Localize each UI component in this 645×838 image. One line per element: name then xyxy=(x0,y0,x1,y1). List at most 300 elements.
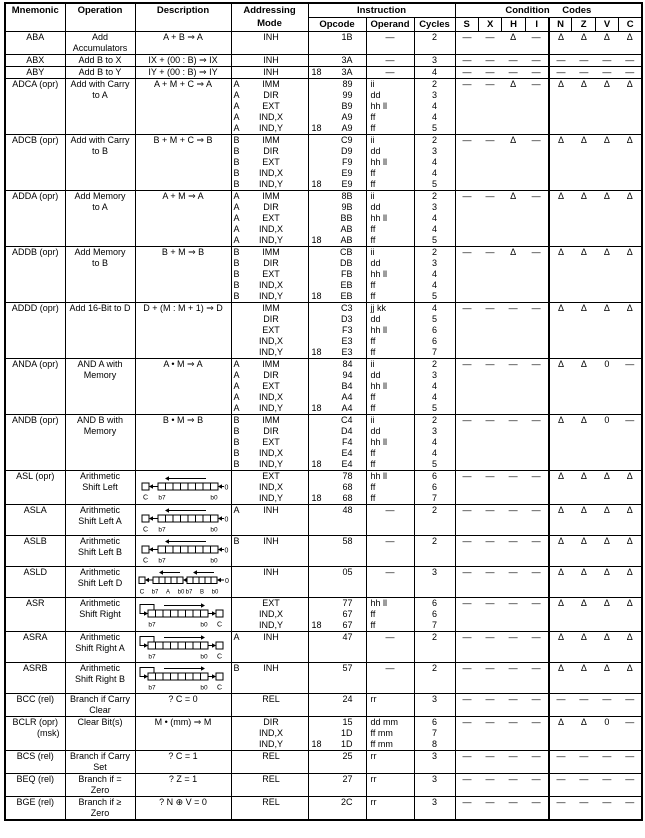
operand-value: dd xyxy=(370,426,381,436)
operation-text: AND B with xyxy=(76,415,123,425)
mode-name: REL xyxy=(262,751,280,761)
opcode-value: 8B xyxy=(341,191,353,201)
operation-text: Branch if ≥ xyxy=(78,797,122,807)
boolean-expression: A • M ⇒ A xyxy=(163,359,203,369)
cc-symbols xyxy=(456,536,548,547)
addressing-mode-cell xyxy=(231,632,308,663)
col-header-cycles: Cycles xyxy=(414,18,455,32)
mode-name: IND,X xyxy=(258,224,283,234)
mnemonic-text: ADDD (opr) xyxy=(11,303,59,313)
cc-symbol: — xyxy=(485,717,495,727)
mode-name: IND,Y xyxy=(258,739,283,749)
cc-symbol: Δ xyxy=(603,505,610,515)
cc-symbol: — xyxy=(462,797,472,807)
opcode-cell xyxy=(308,79,366,135)
cc-sxhi-cell xyxy=(455,797,549,821)
cc-symbol: — xyxy=(556,774,566,784)
table-row xyxy=(5,663,642,694)
cc-symbol: — xyxy=(462,79,472,89)
cc-symbols xyxy=(550,415,642,426)
opcode-cell xyxy=(308,415,366,471)
mnemonic-cell xyxy=(5,415,65,471)
opcode-value: C9 xyxy=(340,135,353,145)
cc-nzvc-cell xyxy=(549,598,643,632)
cycles-value: 4 xyxy=(432,213,438,223)
mode-name: IND,Y xyxy=(258,493,283,503)
opcode-line xyxy=(309,179,366,190)
cc-symbols xyxy=(456,751,548,762)
addressing-mode-cell xyxy=(231,774,308,797)
accumulator-prefix xyxy=(232,567,245,578)
cc-symbol: — xyxy=(485,505,495,515)
mnemonic-cell xyxy=(5,359,65,415)
accumulator-prefix: A xyxy=(233,403,240,413)
addressing-mode-line xyxy=(232,55,308,66)
addressing-mode-line xyxy=(232,67,308,78)
table-row xyxy=(5,303,642,359)
svg-text:b7: b7 xyxy=(185,589,193,596)
prebyte: 18 xyxy=(311,123,322,133)
prebyte xyxy=(309,202,330,213)
operand-cell xyxy=(366,567,414,598)
operand-value: dd xyxy=(370,146,381,156)
boolean-expression: B + M ⇒ B xyxy=(161,247,205,257)
operation-text: Add Memory xyxy=(74,191,126,201)
opcode-value: A9 xyxy=(341,123,353,133)
cc-symbol: — xyxy=(602,797,612,807)
operation-cell xyxy=(65,751,135,774)
opcode-value: 25 xyxy=(342,751,353,761)
accumulator-prefix: A xyxy=(233,392,240,402)
mode-name: IND,Y xyxy=(258,179,283,189)
operation-text: Arithmetic xyxy=(79,567,120,577)
cc-symbol: Δ xyxy=(603,79,610,89)
cc-sxhi-cell xyxy=(455,774,549,797)
addressing-mode-cell xyxy=(231,359,308,415)
cc-symbol: — xyxy=(625,359,635,369)
operand-value: ff xyxy=(370,482,376,492)
cycles-cell xyxy=(414,751,455,774)
opcode-value: 27 xyxy=(342,774,353,784)
cycles-value: 3 xyxy=(432,797,438,807)
mode-name: IMM xyxy=(262,359,280,369)
opcode-value: 58 xyxy=(342,536,353,546)
cycles-value: 5 xyxy=(432,314,438,324)
cc-symbol: — xyxy=(579,774,589,784)
svg-text:0: 0 xyxy=(224,516,229,524)
accumulator-prefix xyxy=(232,751,245,762)
cycles-cell xyxy=(414,505,455,536)
prebyte xyxy=(309,79,330,90)
cc-symbols xyxy=(550,247,642,258)
cc-symbol: — xyxy=(625,55,635,65)
mnemonic-cell xyxy=(5,247,65,303)
cc-symbol: — xyxy=(531,135,541,145)
svg-text:b7: b7 xyxy=(151,589,159,596)
cc-symbol: Δ xyxy=(558,567,565,577)
svg-text:b0: b0 xyxy=(200,684,208,692)
cycles-value: 2 xyxy=(432,79,438,89)
cc-symbol: Δ xyxy=(626,32,633,42)
cc-symbol: Δ xyxy=(580,567,587,577)
svg-text:C: C xyxy=(139,588,145,596)
cycles-value: 2 xyxy=(432,663,438,673)
prebyte xyxy=(309,448,330,459)
table-row xyxy=(5,797,642,821)
cc-symbol: Δ xyxy=(558,505,565,515)
cc-symbol: — xyxy=(531,303,541,313)
operation-text: Zero xyxy=(90,785,110,795)
addressing-mode-line xyxy=(232,336,308,347)
addressing-mode-line xyxy=(232,269,308,280)
svg-text:b0: b0 xyxy=(210,557,218,565)
accumulator-prefix: B xyxy=(233,415,240,425)
opcode-line xyxy=(309,598,366,609)
operation-text: Zero xyxy=(90,808,110,818)
opcode-line xyxy=(309,55,366,66)
cycles-value: 3 xyxy=(432,774,438,784)
cycles-value: 4 xyxy=(432,269,438,279)
cc-nzvc-cell xyxy=(549,303,643,359)
addressing-mode-cell xyxy=(231,55,308,67)
cc-symbol: Δ xyxy=(558,471,565,481)
accumulator-prefix: A xyxy=(233,202,240,212)
operation-cell xyxy=(65,191,135,247)
col-header-cc-z: Z xyxy=(572,18,595,32)
cc-symbol: — xyxy=(462,135,472,145)
col-header-cc-s: S xyxy=(455,18,478,32)
accumulator-prefix: B xyxy=(233,426,240,436)
mode-name: INH xyxy=(263,32,279,42)
cc-symbol: Δ xyxy=(626,598,633,608)
addressing-mode-cell xyxy=(231,694,308,717)
prebyte xyxy=(309,157,330,168)
mnemonic-cell xyxy=(5,751,65,774)
table-row xyxy=(5,135,642,191)
cc-symbol: — xyxy=(462,191,472,201)
accumulator-prefix: B xyxy=(233,448,240,458)
table-row xyxy=(5,717,642,751)
opcode-line xyxy=(309,370,366,381)
prebyte xyxy=(309,168,330,179)
mnemonic-text: ADDA (opr) xyxy=(12,191,59,201)
opcode-value: A4 xyxy=(341,392,353,402)
mnemonic-text: BEQ (rel) xyxy=(16,774,54,784)
opcode-line xyxy=(309,567,366,578)
cc-symbol: — xyxy=(531,79,541,89)
cc-symbol: — xyxy=(462,632,472,642)
prebyte xyxy=(309,415,330,426)
description-cell xyxy=(135,694,231,717)
opcode-value: AB xyxy=(340,224,353,234)
mnemonic-text: ANDA (opr) xyxy=(12,359,59,369)
opcode-line xyxy=(309,168,366,179)
addressing-mode-line xyxy=(232,609,308,620)
accumulator-prefix: A xyxy=(233,632,240,642)
prebyte xyxy=(309,90,330,101)
table-row xyxy=(5,32,642,55)
cc-symbol: — xyxy=(485,536,495,546)
operand-value: dd xyxy=(370,314,381,324)
svg-text:0: 0 xyxy=(224,547,229,555)
cc-symbol: — xyxy=(485,774,495,784)
addressing-mode-cell xyxy=(231,663,308,694)
cc-symbols xyxy=(456,135,548,146)
opcode-value: EB xyxy=(340,291,353,301)
addressing-mode-line xyxy=(232,258,308,269)
cc-symbol: — xyxy=(462,598,472,608)
cc-symbol: — xyxy=(531,67,541,77)
boolean-expression: ? Z = 1 xyxy=(168,774,198,784)
opcode-line xyxy=(309,471,366,482)
mnemonic-cell xyxy=(5,567,65,598)
accumulator-prefix xyxy=(232,482,245,493)
mnemonic-cell xyxy=(5,191,65,247)
cc-symbol: Δ xyxy=(510,191,517,201)
col-header-cc-n: N xyxy=(549,18,572,32)
cc-symbol: — xyxy=(462,303,472,313)
cc-symbols xyxy=(456,359,548,370)
cc-symbol: Δ xyxy=(580,632,587,642)
shift-left-diagram xyxy=(136,474,230,503)
cc-symbols xyxy=(550,567,642,578)
mode-name: IMM xyxy=(262,135,280,145)
operand-cell xyxy=(366,191,414,247)
cc-symbols xyxy=(550,135,642,146)
operation-text: Clear Bit(s) xyxy=(77,717,123,727)
shift-right-diagram xyxy=(136,601,230,630)
cc-symbol: Δ xyxy=(558,717,565,727)
cc-symbols xyxy=(550,32,642,43)
cc-symbol: 0 xyxy=(604,717,610,727)
cc-symbol: — xyxy=(462,567,472,577)
cycles-value: 3 xyxy=(432,751,438,761)
cc-symbols xyxy=(456,55,548,66)
mnemonic-cell xyxy=(5,536,65,567)
cc-symbol: Δ xyxy=(580,303,587,313)
svg-text:b0: b0 xyxy=(177,589,185,596)
opcode-line xyxy=(309,359,366,370)
prebyte: 18 xyxy=(311,291,322,301)
cc-symbol: — xyxy=(625,751,635,761)
opcode-value: D3 xyxy=(340,314,353,324)
cycles-value: 3 xyxy=(432,567,438,577)
operation-cell xyxy=(65,797,135,821)
cc-symbol: Δ xyxy=(580,135,587,145)
cc-symbol: — xyxy=(579,751,589,761)
opcode-line xyxy=(309,191,366,202)
opcode-line xyxy=(309,213,366,224)
cc-nzvc-cell xyxy=(549,79,643,135)
mode-name: DIR xyxy=(263,258,279,268)
cc-symbol: — xyxy=(485,632,495,642)
opcode-line xyxy=(309,32,366,43)
mode-name: IND,Y xyxy=(258,235,283,245)
cc-sxhi-cell xyxy=(455,694,549,717)
prebyte xyxy=(309,258,330,269)
accumulator-prefix xyxy=(232,620,245,631)
prebyte: 18 xyxy=(311,347,322,357)
operation-text: Arithmetic xyxy=(79,471,120,481)
addressing-mode-cell xyxy=(231,303,308,359)
operand-value: rr xyxy=(370,797,377,807)
opcode-value: 94 xyxy=(342,370,353,380)
svg-text:b7: b7 xyxy=(148,621,156,628)
cycles-value: 4 xyxy=(432,112,438,122)
addressing-mode-line xyxy=(232,536,308,547)
opcode-value: 1D xyxy=(340,739,353,749)
table-row xyxy=(5,67,642,79)
cc-symbol: — xyxy=(462,717,472,727)
opcode-line xyxy=(309,101,366,112)
mode-name: IND,Y xyxy=(258,403,283,413)
addressing-mode-cell xyxy=(231,717,308,751)
svg-text:b7: b7 xyxy=(148,653,156,661)
operand-value: ii xyxy=(370,247,375,257)
description-cell xyxy=(135,774,231,797)
addressing-mode-cell xyxy=(231,751,308,774)
cc-symbol: Δ xyxy=(580,32,587,42)
addressing-mode-line xyxy=(232,774,308,785)
cc-symbol: — xyxy=(531,505,541,515)
cc-symbols xyxy=(456,717,548,728)
cc-symbol: Δ xyxy=(558,79,565,89)
boolean-expression: IX + (00 : B) ⇒ IX xyxy=(148,55,218,65)
table-row xyxy=(5,247,642,303)
addressing-mode-line xyxy=(232,663,308,674)
cc-symbol: Δ xyxy=(580,191,587,201)
operand-cell xyxy=(366,751,414,774)
mnemonic-text: BGE (rel) xyxy=(16,797,54,807)
opcode-value: E3 xyxy=(341,336,353,346)
cc-symbols xyxy=(456,67,548,78)
opcode-value: E4 xyxy=(341,459,353,469)
operand-value: hh ll xyxy=(370,598,388,608)
prebyte xyxy=(309,437,330,448)
cc-symbol: Δ xyxy=(603,303,610,313)
operation-text: Add Memory xyxy=(74,247,126,257)
addressing-mode-cell xyxy=(231,32,308,55)
mode-name: INH xyxy=(263,505,279,515)
operation-text: Set xyxy=(93,762,107,772)
cc-symbol: — xyxy=(625,717,635,727)
cc-symbol: — xyxy=(485,663,495,673)
opcode-line xyxy=(309,347,366,358)
cc-sxhi-cell xyxy=(455,536,549,567)
opcode-line xyxy=(309,381,366,392)
cc-symbol: — xyxy=(485,55,495,65)
addressing-mode-line xyxy=(232,90,308,101)
cc-symbol: Δ xyxy=(558,191,565,201)
accumulator-prefix: B xyxy=(233,258,240,268)
cc-symbol: — xyxy=(579,55,589,65)
mode-name: IND,X xyxy=(258,112,283,122)
operand-value: — xyxy=(385,567,395,577)
opcode-value: 68 xyxy=(342,493,353,503)
addressing-mode-cell xyxy=(231,505,308,536)
cc-symbol: Δ xyxy=(603,471,610,481)
cc-nzvc-cell xyxy=(549,717,643,751)
cycles-value: 2 xyxy=(432,32,438,42)
operation-text: Branch if = xyxy=(78,774,122,784)
prebyte xyxy=(309,663,330,674)
cc-symbol: — xyxy=(602,55,612,65)
opcode-line xyxy=(309,303,366,314)
prebyte xyxy=(309,135,330,146)
svg-text:B: B xyxy=(199,589,205,596)
mnemonic-text: ADDB (opr) xyxy=(11,247,59,257)
mode-name: DIR xyxy=(263,717,279,727)
cc-symbol: — xyxy=(531,567,541,577)
cc-symbol: Δ xyxy=(603,536,610,546)
mode-name: IMM xyxy=(262,79,280,89)
table-row xyxy=(5,359,642,415)
addressing-mode-line xyxy=(232,426,308,437)
cc-symbol: — xyxy=(508,774,518,784)
operation-cell xyxy=(65,247,135,303)
operand-value: ii xyxy=(370,359,375,369)
operand-cell xyxy=(366,471,414,505)
addressing-mode-line xyxy=(232,359,308,370)
mode-name: DIR xyxy=(263,426,279,436)
table-header xyxy=(5,3,642,32)
addressing-mode-line xyxy=(232,694,308,705)
cc-nzvc-cell xyxy=(549,797,643,821)
cycles-cell xyxy=(414,191,455,247)
cycles-cell xyxy=(414,359,455,415)
cc-symbol: — xyxy=(485,79,495,89)
accumulator-prefix: A xyxy=(233,101,240,111)
mode-name: INH xyxy=(263,55,279,65)
mode-name: IND,Y xyxy=(258,347,283,357)
accumulator-prefix: B xyxy=(233,437,240,447)
cc-symbol: — xyxy=(579,67,589,77)
cycles-cell xyxy=(414,471,455,505)
table-row xyxy=(5,471,642,505)
cc-symbol: — xyxy=(579,694,589,704)
operand-value: ff xyxy=(370,179,376,189)
accumulator-prefix: B xyxy=(233,280,240,290)
cc-symbol: Δ xyxy=(558,536,565,546)
cycles-cell xyxy=(414,247,455,303)
cc-symbol: Δ xyxy=(558,359,565,369)
cc-nzvc-cell xyxy=(549,751,643,774)
prebyte: 18 xyxy=(311,403,322,413)
cycles-value: 4 xyxy=(432,437,438,447)
operation-cell xyxy=(65,55,135,67)
operation-text: Add with Carry xyxy=(70,79,130,89)
opcode-value: 47 xyxy=(342,632,353,642)
cc-symbol: — xyxy=(602,694,612,704)
opcode-line xyxy=(309,694,366,705)
mnemonic-cell xyxy=(5,505,65,536)
addressing-mode-line xyxy=(232,482,308,493)
cc-symbol: — xyxy=(462,247,472,257)
mode-name: EXT xyxy=(262,213,280,223)
description-cell xyxy=(135,598,231,632)
cc-symbol: — xyxy=(531,536,541,546)
addressing-mode-line xyxy=(232,728,308,739)
addressing-mode-line xyxy=(232,717,308,728)
mode-name: IND,X xyxy=(258,336,283,346)
description-cell xyxy=(135,471,231,505)
addressing-mode-cell xyxy=(231,191,308,247)
cc-symbols xyxy=(550,471,642,482)
accumulator-prefix: A xyxy=(233,79,240,89)
prebyte xyxy=(309,314,330,325)
operand-cell xyxy=(366,247,414,303)
operand-value: rr xyxy=(370,774,377,784)
